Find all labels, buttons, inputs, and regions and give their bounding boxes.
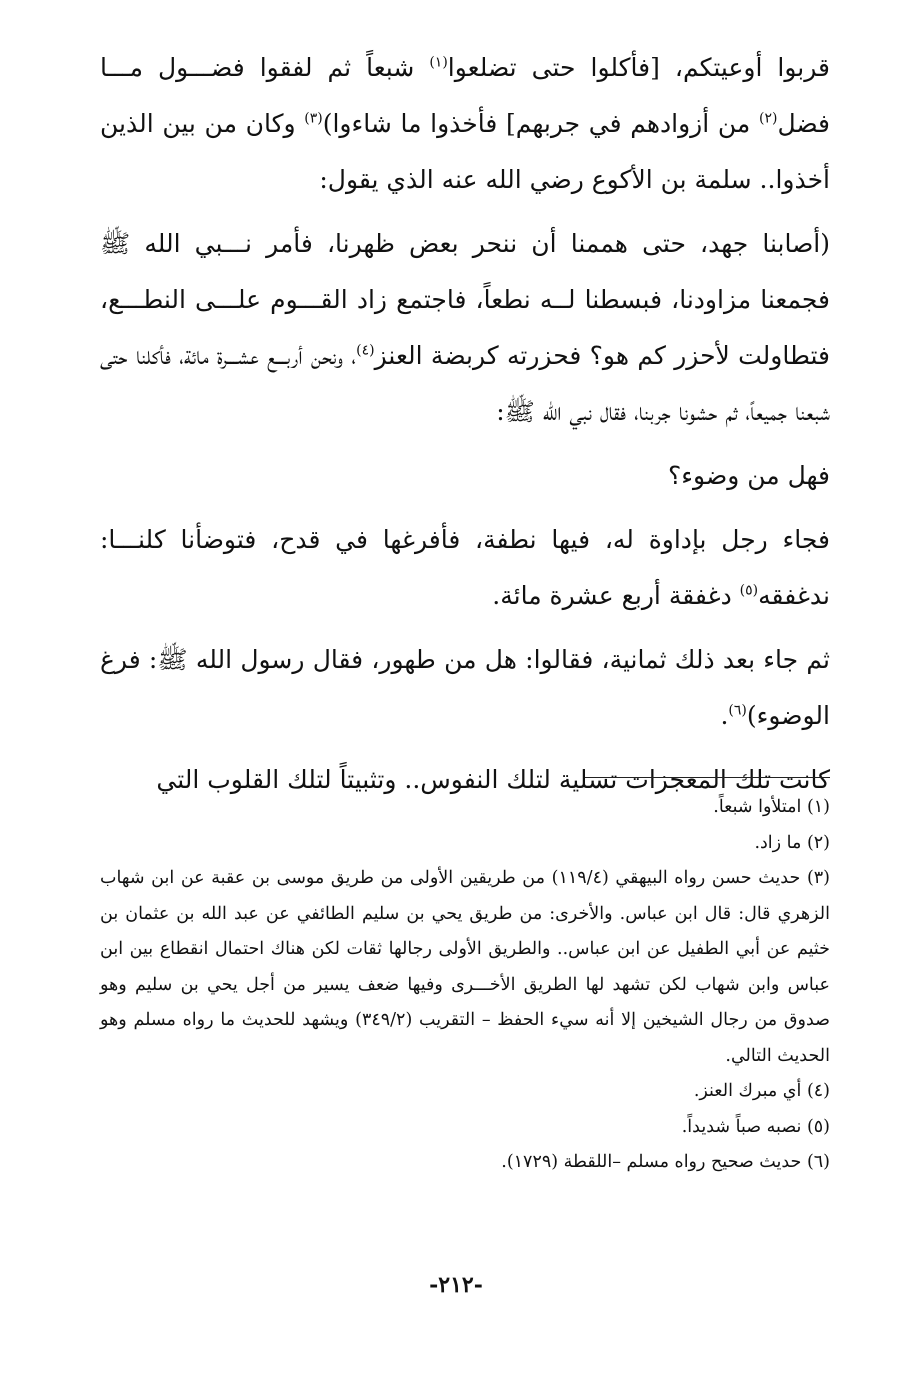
footnote-text: ما زاد. — [754, 832, 807, 853]
footnote-text: نصبه صباً شديداً. — [681, 1116, 807, 1137]
paragraph-5 — [100, 632, 830, 744]
footnote-ref-2: (٢) — [758, 110, 778, 127]
footnote-text: حديث صحيح رواه مسلم –اللقطة (١٧٢٩). — [501, 1152, 807, 1172]
text: قربوا أوعيتكم، [فأكلوا حتى تضلعوا — [447, 53, 830, 82]
text: من أزوادهم في جربهم] فأخذوا ما شاءوا) — [322, 109, 759, 138]
footnote-number: (٣) — [806, 868, 830, 888]
footnote-4 — [100, 1074, 830, 1110]
footnote-5 — [100, 1110, 830, 1146]
footnote-ref-4: (٤) — [356, 342, 375, 359]
page-number: -٢١٢- — [429, 1272, 483, 1298]
footnote-number: (١) — [806, 797, 830, 817]
footnote-6 — [100, 1145, 830, 1181]
footnote-text: حديث حسن رواه البيهقي (١١٩/٤) من طريقين الأولى من طريق موسى بن عقبة عن ابن شهاب الزهري قال: قال ابن عباس. والأخرى: من طريق يحي بن سليم الطائفي عن عبد الله بن عثمان بن خثيم عن أبي الطفيل عن ابن عباس.. والطريق الأولى رجالها ثقات لكن هناك احتمال انقطاع بين ابن عباس وابن شهاب لكن تشهد لها الطريق الأخـــرى وفيها ضعف يسير من أجل يحي بن سليم وهو صدوق من رجال الشيخين إلا أنه سيء الحفظ – التقريب (٣٤٩/٢) ويشهد للحديث ما رواه مسلم وهو الحديث التالي. — [100, 868, 831, 1066]
footnote-ref-5: (٥) — [739, 582, 759, 599]
footnote-1 — [100, 790, 830, 826]
main-text — [100, 40, 830, 816]
footnote-number: (٤) — [806, 1081, 830, 1101]
footnote-separator — [585, 777, 830, 778]
footnote-ref-1: (١) — [429, 54, 448, 71]
footnote-2 — [100, 826, 830, 862]
text: فهل من وضوء؟ — [668, 461, 830, 490]
footnote-text: امتلأوا شبعاً. — [713, 797, 807, 817]
paragraph-4 — [100, 512, 830, 624]
footnote-number: (٦) — [806, 1152, 830, 1172]
text: دغفقة أربع عشرة مائة. — [492, 581, 740, 610]
footnote-text: أي مبرك العنز. — [693, 1081, 807, 1101]
text: كانت تلك المعجزات تسلية لتلك النفوس.. وتثبيتاً لتلك القلوب التي — [156, 765, 830, 794]
text: فجاء رجل بإداوة له، فيها نطفة، فأفرغها في قدح، فتوضأنا كلنـــا: ندغفقه — [100, 525, 830, 610]
text: وكان من بين الذين أخذوا.. سلمة بن الأكوع رضي الله عنه الذي يقول: — [100, 109, 830, 194]
paragraph-3 — [100, 448, 830, 504]
text: ثم جاء بعد ذلك ثمانية، فقالوا: هل من طهور، فقال رسول الله ﷺ: فرغ الوضوء) — [100, 645, 830, 730]
text: ، ونحن أربـــع عشـــرة مائة، فأكلنا حتى شبعنا جميعاً، ثم حشونا جربنا، فقال نبي الله ﷺ: — [100, 341, 830, 426]
footnote-ref-3: (٣) — [304, 110, 323, 127]
text: شبعاً ثم لفقوا فضـــول مـــا فضل — [100, 53, 831, 138]
paragraph-1 — [100, 40, 830, 208]
footnote-3 — [100, 861, 830, 1074]
footnotes — [100, 790, 830, 1181]
footnote-number: (٥) — [806, 1116, 830, 1137]
footnote-number: (٢) — [806, 832, 830, 853]
footnote-ref-6: (٦) — [728, 702, 747, 719]
paragraph-2 — [100, 216, 830, 440]
text: (أصابنا جهد، حتى هممنا أن ننحر بعض ظهرنا، فأمر نـــبي الله ﷺ فجمعنا مزاودنا، فبسطنا لــه نطعاً، فاجتمع زاد القـــوم علـــى النطـــع، فتطاولت لأحزر كم هو؟ فحزرته كربضة العنز — [100, 229, 830, 370]
text: . — [720, 701, 729, 730]
